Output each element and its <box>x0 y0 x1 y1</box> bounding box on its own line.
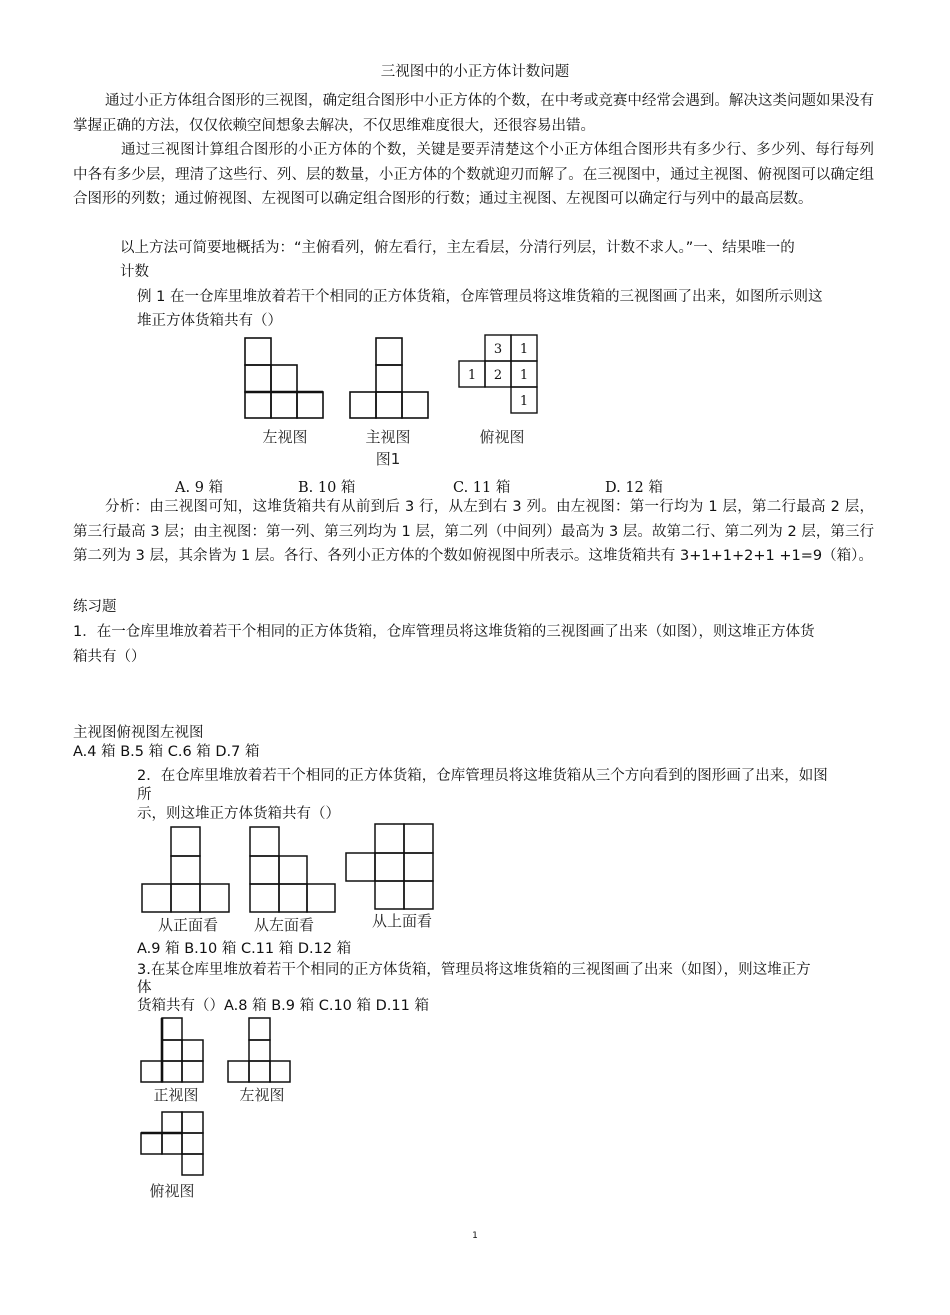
intro-paragraph-1: 通过小正方体组合图形的三视图，确定组合图形中小正方体的个数，在中考或竞赛中经常会遇到。解决这类问题如果没有掌握正确的方法，仅仅依赖空间想象去解决，不仅思维难度很大，还很容易出错。 <box>73 93 874 134</box>
top-view-number: 1 <box>519 342 529 357</box>
example1-question-line-1: 例 1 在一仓库里堆放着若干个相同的正方体货箱，仓库管理员将这堆货箱的三视图画了出来，如图所示则这 <box>137 289 823 305</box>
left-view-drawing <box>245 338 323 418</box>
ex2-top-view-drawing <box>346 824 433 909</box>
ex2-front-view-drawing <box>142 827 229 912</box>
example1-option-c: C. 11 箱 <box>453 480 511 496</box>
exercise3-line-1: 3.在某仓库里堆放着若干个相同的正方体货箱，管理员将这堆货箱的三视图画了出来（如图），则这堆正方 <box>137 962 811 978</box>
ex2-top-label: 从上面看 <box>371 912 433 930</box>
example1-option-a: A. 9 箱 <box>175 480 224 496</box>
exercise1-view-labels: 主视图俯视图左视图 <box>73 725 204 741</box>
example1-option-d: D. 12 箱 <box>605 480 663 496</box>
front-view-drawing <box>350 338 428 418</box>
exercise2-line-3: 示，则这堆正方体货箱共有（） <box>137 806 340 822</box>
example1-question-line-2: 堆正方体货箱共有（） <box>137 313 282 329</box>
example1-option-b: B. 10 箱 <box>298 480 356 496</box>
exercise3-line-2: 体 <box>137 980 152 996</box>
ex3-front-label: 正视图 <box>153 1086 199 1104</box>
ex3-front-view-drawing <box>141 1018 203 1082</box>
ex3-top-view-drawing <box>141 1112 203 1175</box>
exercise3-line-3: 货箱共有（）A.8 箱 B.9 箱 C.10 箱 D.11 箱 <box>137 998 429 1014</box>
exercise2-line-1: 2．在仓库里堆放着若干个相同的正方体货箱，仓库管理员将这堆货箱从三个方向看到的图形画了出来，如图 <box>137 768 828 784</box>
exercise1-options: A.4 箱 B.5 箱 C.6 箱 D.7 箱 <box>73 744 260 760</box>
ex3-left-label: 左视图 <box>239 1086 285 1104</box>
ex2-left-view-drawing <box>250 827 335 912</box>
ex3-top-label: 俯视图 <box>149 1182 195 1200</box>
ex2-front-label: 从正面看 <box>157 916 219 934</box>
left-view-label: 左视图 <box>262 428 308 446</box>
page-title: 三视图中的小正方体计数问题 <box>380 64 570 80</box>
exercise2-options: A.9 箱 B.10 箱 C.11 箱 D.12 箱 <box>137 941 352 957</box>
top-view-number: 1 <box>519 368 529 383</box>
top-view-number: 1 <box>467 368 477 383</box>
ex3-left-view-drawing <box>228 1018 290 1082</box>
exercises-heading: 练习题 <box>73 599 117 615</box>
intro-paragraph-2: 通过三视图计算组合图形的小正方体的个数，关键是要弄清楚这个小正方体组合图形共有多少行、多少列、每行每列中各有多少层，理清了这些行、列、层的数量，小正方体的个数就迎刃而解了。在三视图中，通过主视图、俯视图可以确定组合图形的列数；通过俯视图、左视图可以确定组合图形的行数；通过主视图、左视图可以确定行与列中的最高层数。 <box>73 142 874 207</box>
example1-figure <box>235 333 555 473</box>
example1-analysis: 分析：由三视图可知，这堆货箱共有从前到后 3 行，从左到右 3 列。由左视图：第一行均为 1 层，第二行最高 2 层，第三行最高 3 层；由主视图：第一列、第三列均为 1 层，第二列（中间列）最高为 3 层。故第二行、第二列为 2 层，第三行第二列为 3 层，其余皆为 1 层。各行、各列小正方体的个数如俯视图中所表示。这堆货箱共有 3+1+1+2+1 +1=9（箱）。 <box>73 499 874 564</box>
top-view-number: 2 <box>493 368 503 383</box>
top-view-label: 俯视图 <box>479 428 525 446</box>
top-view-number: 3 <box>493 342 503 357</box>
page-number: 1 <box>472 1231 478 1241</box>
figure-1-label: 图1 <box>375 450 401 468</box>
exercise2-figure <box>140 822 450 940</box>
front-view-label: 主视图 <box>365 428 411 446</box>
exercise2-line-2: 所 <box>137 787 152 803</box>
summary-line-1: 以上方法可简要地概括为：“主俯看列，俯左看行，主左看层，分清行列层，计数不求人。”一、结果唯一的 <box>120 240 795 256</box>
ex2-left-label: 从左面看 <box>253 916 315 934</box>
exercise3-figure <box>138 1016 308 1206</box>
top-view-number: 1 <box>519 394 529 409</box>
summary-line-2: 计数 <box>120 264 149 280</box>
exercise1-line-1: 1．在一仓库里堆放着若干个相同的正方体货箱，仓库管理员将这堆货箱的三视图画了出来（如图），则这堆正方体货 <box>73 624 815 640</box>
exercise1-line-2: 箱共有（） <box>73 649 146 665</box>
